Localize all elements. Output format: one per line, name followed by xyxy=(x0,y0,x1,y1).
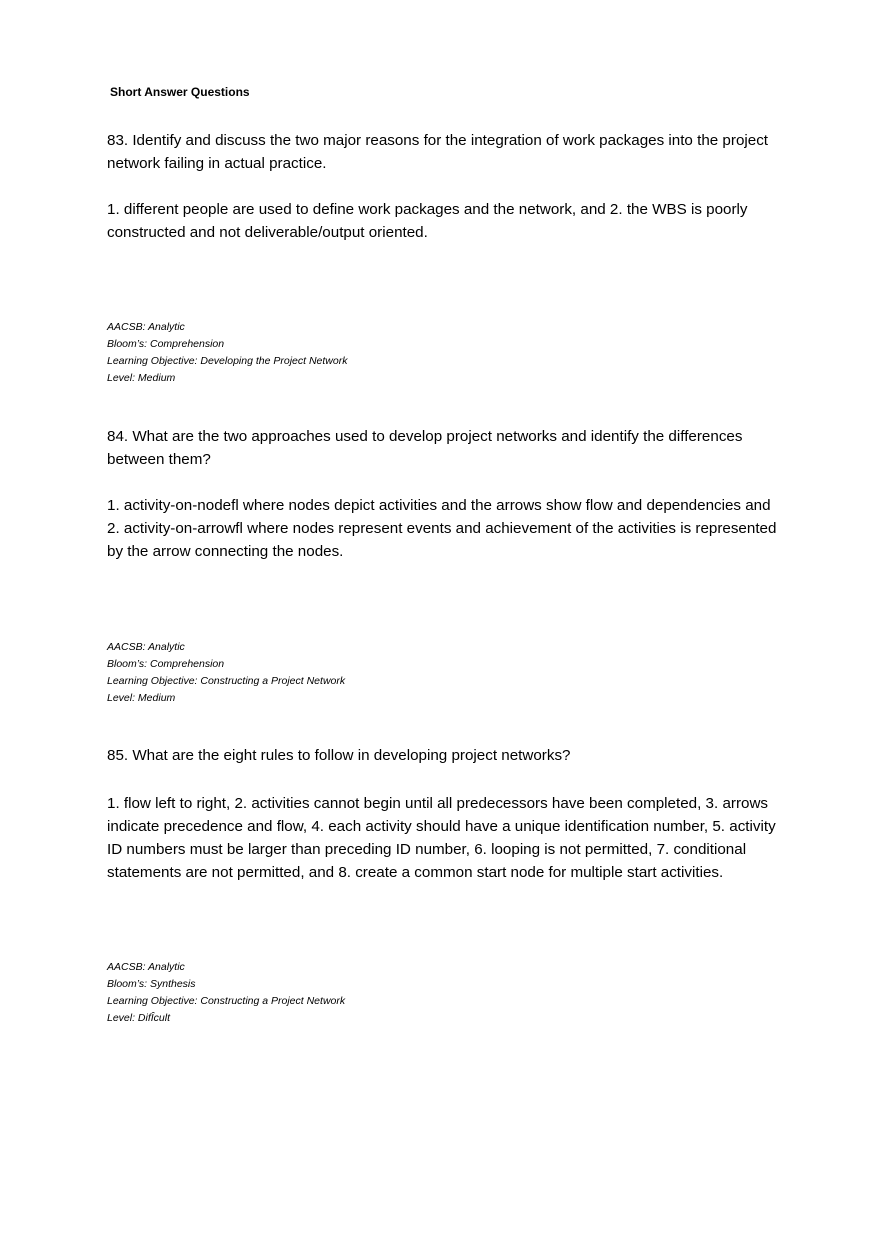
answer-84-text: 1. activity-on-nodefl where nodes depict activities and the arrows show flow and dependencies and 2. activity-on-arrowfl where nodes represent events and achievement of the activities is represented by the arrow connecting the nodes. xyxy=(107,497,777,560)
question-83-metadata xyxy=(107,319,779,387)
learning-objective-tag: Learning Objective: Constructing a Project Network xyxy=(107,995,346,1007)
blooms-tag: Bloom’s: Comprehension xyxy=(107,338,225,350)
level-tag: Level: Medium xyxy=(107,692,176,704)
aacsb-tag: AACSB: Analytic xyxy=(107,641,185,653)
aacsb-tag: AACSB: Analytic xyxy=(107,961,185,973)
question-83-text: 83. Identify and discuss the two major reasons for the integration of work packages into the project network failing in actual practice. xyxy=(107,132,769,172)
learning-objective-tag: Learning Objective: Constructing a Project Network xyxy=(107,675,346,687)
aacsb-tag: AACSB: Analytic xyxy=(107,321,185,333)
blooms-tag: Bloom’s: Comprehension xyxy=(107,658,225,670)
question-84-metadata xyxy=(107,639,779,707)
blooms-tag: Bloom’s: Synthesis xyxy=(107,978,196,990)
answer-83-text: 1. different people are used to define work packages and the network, and 2. the WBS is poorly constructed and not deliverable/output oriented. xyxy=(107,201,748,241)
question-85-text: 85. What are the eight rules to follow in developing project networks? xyxy=(107,747,571,764)
question-84-text: 84. What are the two approaches used to develop project networks and identify the differences between them? xyxy=(107,428,743,468)
section-heading: Short Answer Questions xyxy=(110,85,250,99)
question-85-metadata xyxy=(107,959,779,1027)
level-tag: Level: DifÎcult xyxy=(107,1012,171,1024)
answer-85-text: 1. flow left to right, 2. activities cannot begin until all predecessors have been completed, 3. arrows indicate precedence and flow, 4. each activity should have a unique identification number, 5. activity ID numbers must be larger than preceding ID number, 6. looping is not permitted, 7. conditional statements are not permitted, and 8. create a common start node for multiple start activities. xyxy=(107,795,776,881)
level-tag: Level: Medium xyxy=(107,372,176,384)
learning-objective-tag: Learning Objective: Developing the Project Network xyxy=(107,355,348,367)
